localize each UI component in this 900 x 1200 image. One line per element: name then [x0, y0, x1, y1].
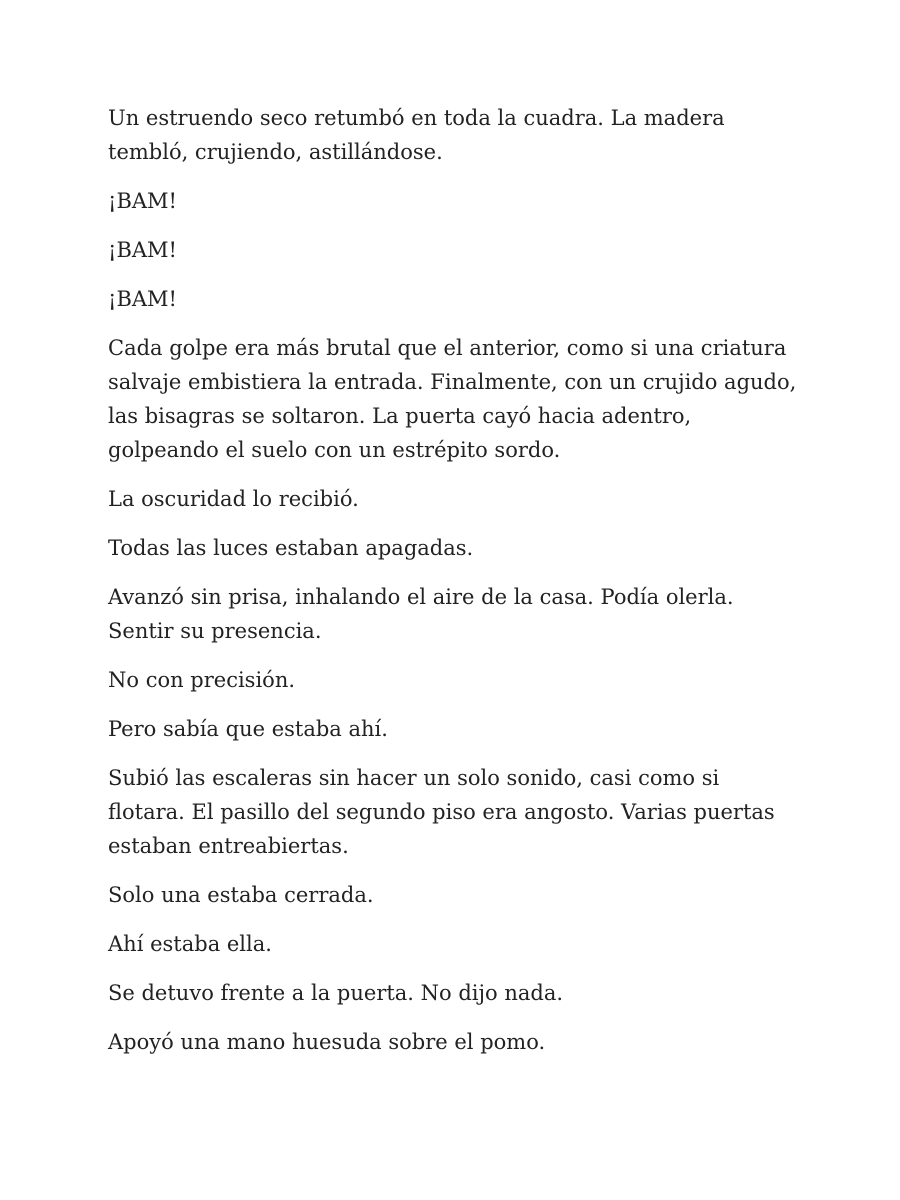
paragraph: Un estruendo seco retumbó en toda la cuadra. La madera tembló, crujiendo, astillándose.	[108, 106, 725, 164]
paragraph: No con precisión.	[108, 668, 296, 692]
paragraph: Avanzó sin prisa, inhalando el aire de la casa. Podía olerla. Sentir su presencia.	[108, 585, 734, 643]
paragraph: Se detuvo frente a la puerta. No dijo nada.	[108, 981, 564, 1005]
paragraph: Cada golpe era más brutal que el anterior, como si una criatura salvaje embistiera la entrada. Finalmente, con un crujido agudo, las bisagras se soltaron. La puerta cayó hacia adentro, golpeando el suelo con un estrépito sordo.	[108, 336, 797, 462]
paragraph: Apoyó una mano huesuda sobre el pomo.	[108, 1030, 546, 1054]
paragraph: La oscuridad lo recibió.	[108, 487, 359, 511]
paragraph: Pero sabía que estaba ahí.	[108, 717, 388, 741]
paragraph: ¡BAM!	[108, 238, 177, 262]
paragraph: ¡BAM!	[108, 287, 177, 311]
paragraph: ¡BAM!	[108, 189, 177, 213]
story-text	[108, 101, 798, 1074]
paragraph: Todas las luces estaban apagadas.	[108, 536, 474, 560]
paragraph: Solo una estaba cerrada.	[108, 883, 374, 907]
paragraph: Subió las escaleras sin hacer un solo sonido, casi como si flotara. El pasillo del segundo piso era angosto. Varias puertas estaban entreabiertas.	[108, 766, 775, 858]
paragraph: Ahí estaba ella.	[108, 932, 272, 956]
